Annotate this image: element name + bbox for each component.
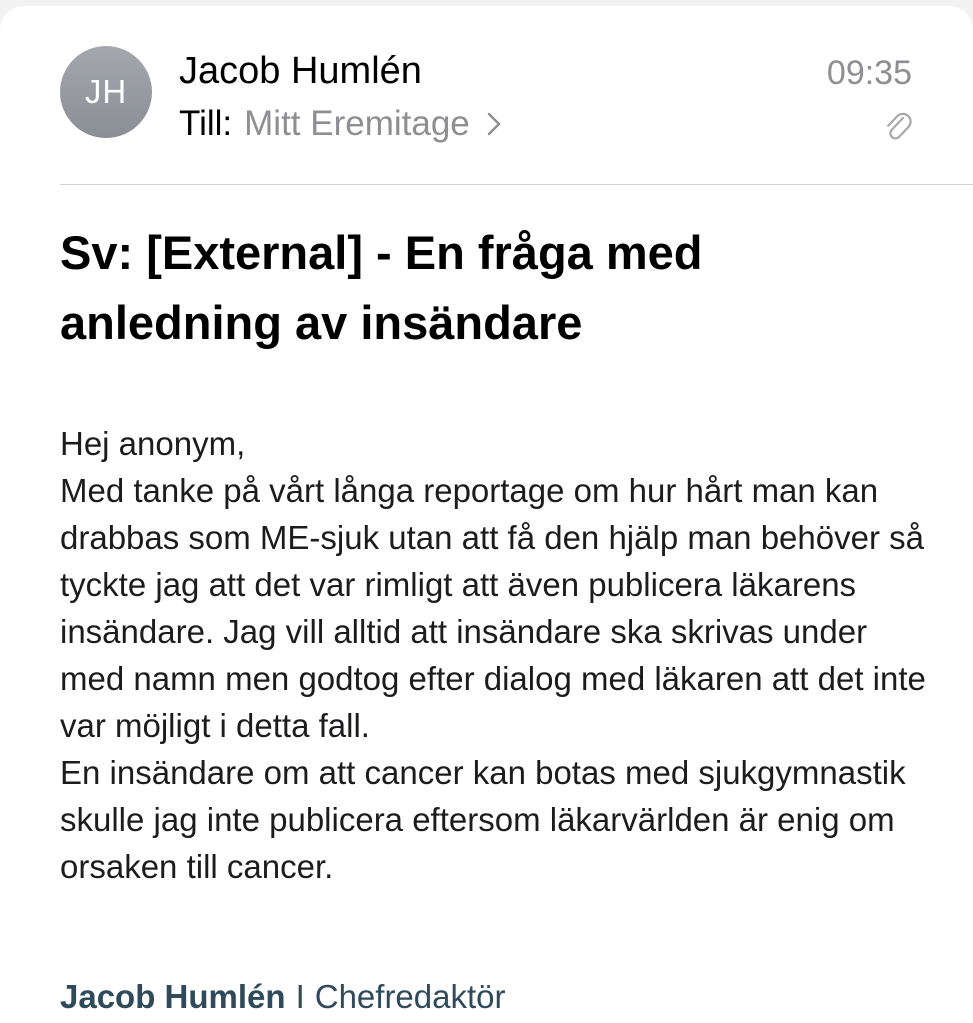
to-label: Till:	[179, 104, 233, 143]
to-recipient[interactable]: Mitt Eremitage	[244, 104, 470, 143]
email-subject: Sv: [External] - En fråga med anledning av insändare	[60, 226, 703, 349]
avatar[interactable]	[60, 46, 152, 138]
email-body	[60, 420, 940, 890]
sender-name[interactable]: Jacob Humlén	[179, 50, 422, 92]
email-time: 09:35	[826, 54, 912, 92]
paperclip-icon[interactable]	[883, 110, 913, 144]
signature-title: Chefredaktör	[314, 978, 506, 1015]
signature-separator: I	[295, 978, 305, 1015]
email-view	[0, 6, 973, 1023]
header-divider	[60, 184, 973, 185]
body-paragraph-2: En insändare om att cancer kan botas med sjukgymnastik skulle jag inte publicera eftersom läkarvärlden är enig om orsaken till cancer.	[60, 754, 906, 885]
recipient-row[interactable]	[179, 104, 502, 144]
avatar-initials: JH	[84, 73, 128, 110]
body-greeting: Hej anonym,	[60, 425, 246, 462]
body-paragraph-1: Med tanke på vårt långa reportage om hur hårt man kan drabbas som ME-sjuk utan att få den hjälp man behöver så tyckte jag att det var rimligt att även publicera läkarens insändare. Jag vill alltid att insändare ska skrivas under med namn men godtog efter dialog med läkaren att det inte var möjligt i detta fall.	[60, 472, 926, 744]
signature	[60, 978, 506, 1016]
chevron-right-icon[interactable]	[486, 112, 502, 136]
signature-name: Jacob Humlén	[60, 978, 286, 1015]
